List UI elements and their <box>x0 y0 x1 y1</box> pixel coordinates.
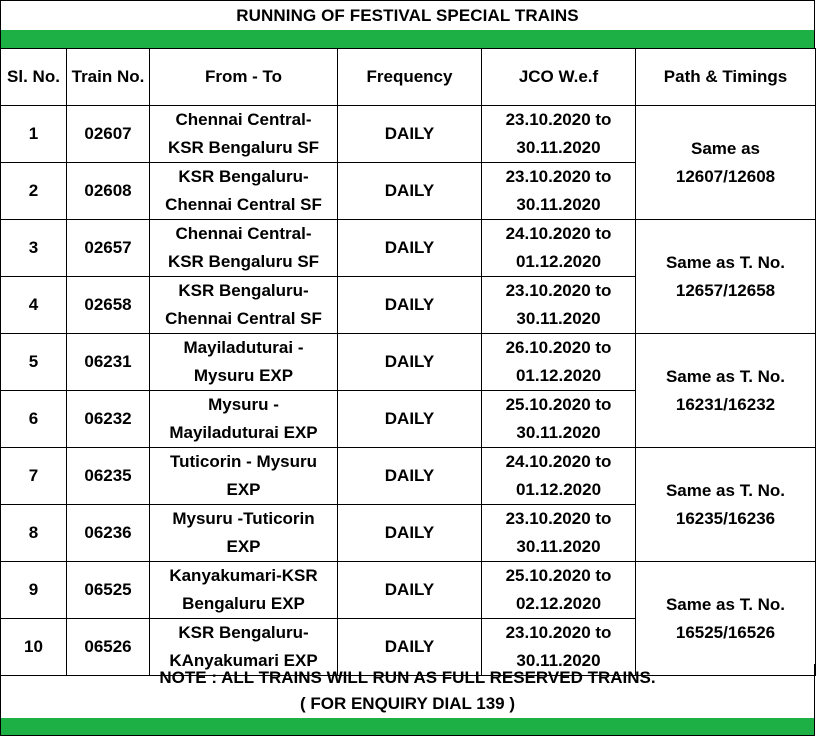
note-line-2: ( FOR ENQUIRY DIAL 139 ) <box>299 694 516 713</box>
cell-frequency: DAILY <box>338 448 482 505</box>
cell-jco-line: 23.10.2020 to <box>505 167 612 186</box>
header-row <box>1 49 816 106</box>
header-sl-no: Sl. No. <box>1 49 67 106</box>
cell-jco-line: 30.11.2020 <box>516 309 601 328</box>
cell-jco <box>482 562 636 619</box>
cell-train-no: 06232 <box>67 391 150 448</box>
cell-from-to-line: Mysuru - <box>208 395 279 414</box>
cell-jco-line: 30.11.2020 <box>516 651 601 670</box>
cell-train-no: 02608 <box>67 163 150 220</box>
cell-jco <box>482 220 636 277</box>
cell-from-to <box>150 391 338 448</box>
cell-from-to-line: KSR Bengaluru SF <box>167 138 320 157</box>
cell-from-to-line: Chennai Central SF <box>165 309 322 328</box>
cell-path-timings-line: Same as <box>691 138 760 158</box>
cell-train-no: 06231 <box>67 334 150 391</box>
cell-train-no: 06525 <box>67 562 150 619</box>
cell-path-timings-line: Same as T. No. <box>665 594 786 614</box>
note <box>0 664 815 718</box>
cell-from-to-line: KAnyakumari EXP <box>169 651 318 670</box>
cell-sl-no: 10 <box>1 619 67 676</box>
cell-sl-no: 2 <box>1 163 67 220</box>
cell-from-to-line: EXP <box>226 480 261 499</box>
cell-path-timings-line: 16525/16526 <box>675 622 776 642</box>
cell-sl-no: 8 <box>1 505 67 562</box>
cell-frequency: DAILY <box>338 163 482 220</box>
cell-frequency: DAILY <box>338 334 482 391</box>
cell-from-to <box>150 163 338 220</box>
trains-table <box>0 48 816 676</box>
cell-path-timings <box>636 334 816 448</box>
header-from-to: From - To <box>150 49 338 106</box>
cell-from-to-line: Chennai Central- <box>175 224 312 243</box>
cell-jco-line: 30.11.2020 <box>516 537 601 556</box>
table-row <box>1 334 816 391</box>
cell-jco-line: 24.10.2020 to <box>505 452 612 471</box>
sheet-title: RUNNING OF FESTIVAL SPECIAL TRAINS <box>0 0 815 30</box>
cell-jco <box>482 334 636 391</box>
cell-jco <box>482 106 636 163</box>
cell-from-to-line: Mysuru -Tuticorin <box>172 509 315 528</box>
cell-sl-no: 6 <box>1 391 67 448</box>
header-path-timings: Path & Timings <box>636 49 816 106</box>
cell-from-to-line: Mayiladuturai - <box>183 338 304 357</box>
table-row <box>1 220 816 277</box>
cell-from-to-line: Mysuru EXP <box>193 366 294 385</box>
cell-from-to <box>150 106 338 163</box>
table-row <box>1 106 816 163</box>
cell-train-no: 06235 <box>67 448 150 505</box>
cell-from-to <box>150 334 338 391</box>
cell-jco-line: 02.12.2020 <box>515 594 602 613</box>
cell-from-to <box>150 505 338 562</box>
cell-frequency: DAILY <box>338 562 482 619</box>
cell-frequency: DAILY <box>338 505 482 562</box>
cell-path-timings-line: Same as T. No. <box>665 252 786 272</box>
cell-from-to <box>150 220 338 277</box>
cell-jco <box>482 448 636 505</box>
cell-frequency: DAILY <box>338 277 482 334</box>
cell-jco-line: 23.10.2020 to <box>505 110 612 129</box>
cell-train-no: 02657 <box>67 220 150 277</box>
cell-train-no: 06526 <box>67 619 150 676</box>
cell-from-to-line: Tuticorin - Mysuru <box>169 452 317 471</box>
cell-jco-line: 23.10.2020 to <box>505 623 612 642</box>
cell-from-to <box>150 562 338 619</box>
table-row <box>1 562 816 619</box>
cell-jco-line: 23.10.2020 to <box>505 509 612 528</box>
cell-jco-line: 30.11.2020 <box>516 138 601 157</box>
header-frequency: Frequency <box>338 49 482 106</box>
cell-from-to <box>150 277 338 334</box>
cell-frequency: DAILY <box>338 391 482 448</box>
cell-from-to-line: Chennai Central SF <box>165 195 322 214</box>
cell-path-timings-line: 16235/16236 <box>675 508 776 528</box>
header-train-no: Train No. <box>67 49 150 106</box>
cell-from-to-line: Mayiladuturai EXP <box>169 423 318 442</box>
header-jco: JCO W.e.f <box>482 49 636 106</box>
cell-jco-line: 01.12.2020 <box>515 480 602 499</box>
cell-path-timings-line: 16231/16232 <box>675 394 776 414</box>
cell-from-to-line: Kanyakumari-KSR <box>169 566 318 585</box>
cell-jco-line: 01.12.2020 <box>515 252 602 271</box>
cell-path-timings-line: 12657/12658 <box>675 280 776 300</box>
cell-from-to-line: KSR Bengaluru SF <box>167 252 320 271</box>
cell-jco <box>482 505 636 562</box>
cell-frequency: DAILY <box>338 220 482 277</box>
cell-path-timings-line: Same as T. No. <box>665 480 786 500</box>
cell-from-to <box>150 448 338 505</box>
cell-from-to-line: KSR Bengaluru- <box>178 167 309 186</box>
table-row <box>1 448 816 505</box>
cell-from-to-line: Chennai Central- <box>175 110 312 129</box>
green-band-bottom <box>0 718 815 736</box>
cell-frequency: DAILY <box>338 106 482 163</box>
cell-frequency: DAILY <box>338 619 482 676</box>
cell-train-no: 02658 <box>67 277 150 334</box>
cell-jco <box>482 391 636 448</box>
cell-sl-no: 1 <box>1 106 67 163</box>
cell-sl-no: 9 <box>1 562 67 619</box>
cell-path-timings <box>636 562 816 676</box>
note-line-1: NOTE : ALL TRAINS WILL RUN AS FULL RESERVED TRAINS. <box>159 668 656 687</box>
cell-jco-line: 25.10.2020 to <box>505 395 612 414</box>
cell-path-timings <box>636 448 816 562</box>
cell-jco-line: 24.10.2020 to <box>505 224 612 243</box>
cell-path-timings <box>636 106 816 220</box>
green-band-top <box>0 30 815 48</box>
cell-from-to-line: KSR Bengaluru- <box>178 281 309 300</box>
cell-jco-line: 01.12.2020 <box>515 366 602 385</box>
cell-jco-line: 30.11.2020 <box>516 423 601 442</box>
cell-sl-no: 7 <box>1 448 67 505</box>
cell-path-timings <box>636 220 816 334</box>
cell-train-no: 06236 <box>67 505 150 562</box>
cell-sl-no: 3 <box>1 220 67 277</box>
cell-jco-line: 25.10.2020 to <box>505 566 612 585</box>
table-body <box>1 106 816 676</box>
cell-from-to-line: Bengaluru EXP <box>182 594 305 613</box>
cell-train-no: 02607 <box>67 106 150 163</box>
cell-jco-line: 23.10.2020 to <box>505 281 612 300</box>
cell-sl-no: 4 <box>1 277 67 334</box>
cell-path-timings-line: Same as T. No. <box>665 366 786 386</box>
cell-path-timings-line: 12607/12608 <box>675 166 776 186</box>
cell-from-to-line: EXP <box>226 537 261 556</box>
cell-from-to-line: KSR Bengaluru- <box>178 623 309 642</box>
cell-jco <box>482 163 636 220</box>
cell-jco <box>482 277 636 334</box>
cell-sl-no: 5 <box>1 334 67 391</box>
cell-jco-line: 30.11.2020 <box>516 195 601 214</box>
cell-jco-line: 26.10.2020 to <box>505 338 612 357</box>
